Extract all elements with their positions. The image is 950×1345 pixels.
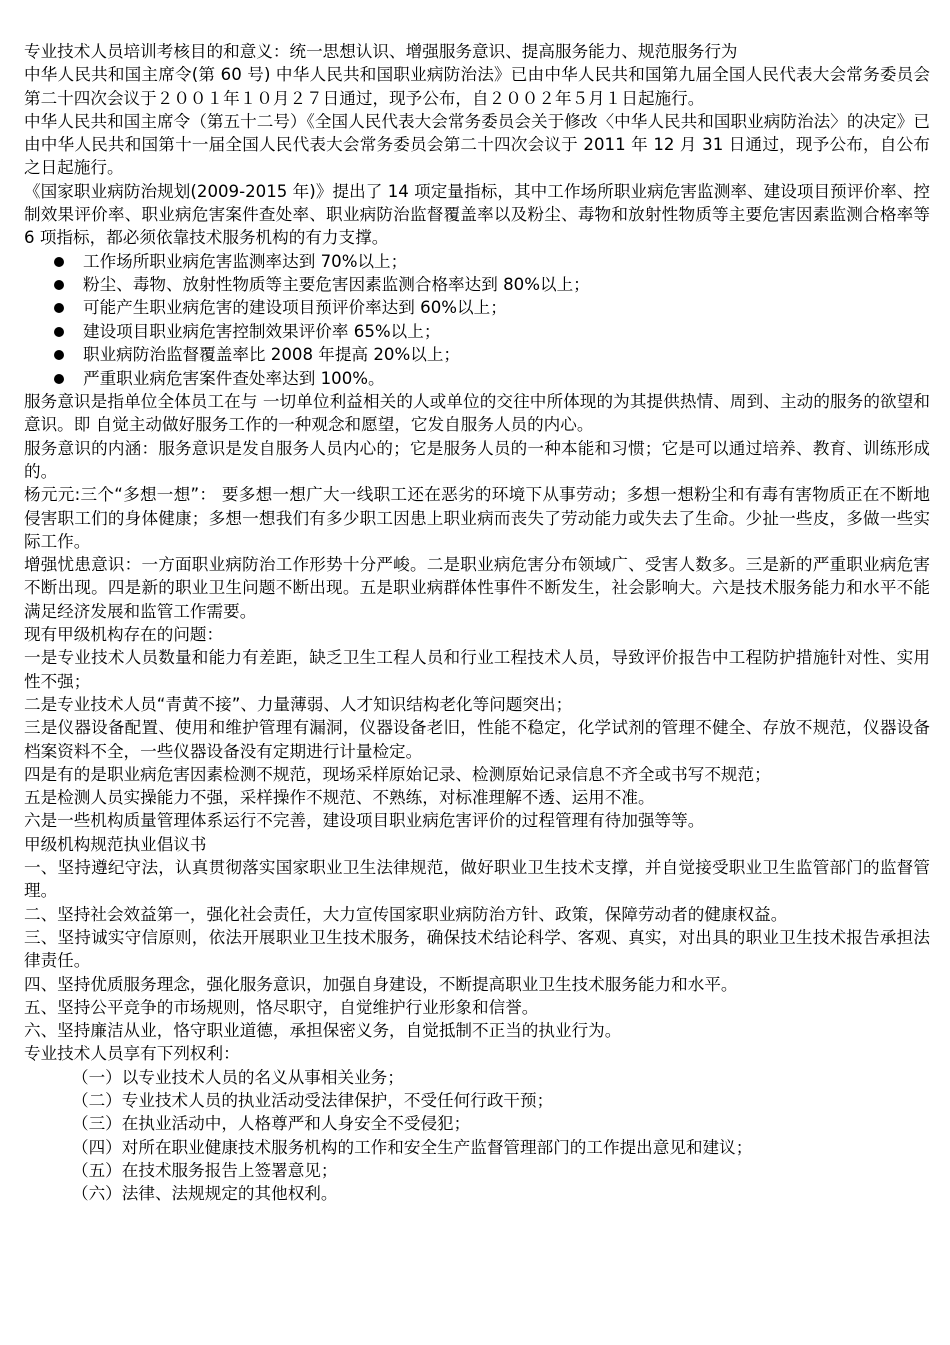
paragraph-national-plan: 《国家职业病防治规划(2009-2015 年)》提出了 14 项定量指标，其中工作场所职业病危害监测率、建设项目预评价率、控制效果评价率、职业病危害案件查处率、职业病防治监督覆盖率以及粉尘、毒物和放射性物质等主要危害因素监测合格率等 6 项指标，都必须依靠技术服务机构的有力支撑。 — [24, 181, 930, 248]
bullet-icon — [54, 350, 64, 360]
paragraph-presidential-order-60: 中华人民共和国主席令(第 60 号) 中华人民共和国职业病防治法》已由中华人民共和国第九届全国人民代表大会常务委员会第二十四次会议于２００１年１０月２７日通过，现予公布，自２００２年５月１日起施行。 — [24, 65, 930, 108]
list-item — [54, 320, 930, 343]
initiative-item: 四、坚持优质服务理念，强化服务意识，加强自身建设，不断提高职业卫生技术服务能力和水平。 — [24, 974, 738, 994]
paragraph-presidential-order-52: 中华人民共和国主席令（第五十二号）《全国人民代表大会常务委员会关于修改〈中华人民共和国职业病防治法〉的决定》已由中华人民共和国第十一届全国人民代表大会常务委员会第二十四次会议于 2011 年 12 月 31 日通过，现予公布，自公布之日起施行。 — [24, 111, 930, 178]
list-item — [54, 343, 930, 366]
bullet-text: 可能产生职业病危害的建设项目预评价率达到 60%以上； — [83, 298, 507, 318]
initiative-item: 五、坚持公平竞争的市场规则，恪尽职守，自觉维护行业形象和信誉。 — [24, 997, 539, 1017]
bullet-icon — [54, 257, 64, 267]
bullet-icon — [54, 280, 64, 290]
rights-item: （六）法律、法规规定的其他权利。 — [72, 1184, 338, 1204]
list-item — [54, 367, 930, 390]
rights-item: （一）以专业技术人员的名义从事相关业务； — [72, 1067, 404, 1087]
bullet-text: 严重职业病危害案件查处率达到 100%。 — [83, 368, 385, 388]
bullet-icon — [54, 327, 64, 337]
problem-item: 六是一些机构质量管理体系运行不完善，建设项目职业病危害评价的过程管理有待加强等等。 — [24, 811, 705, 831]
initiative-item: 六、坚持廉洁从业，恪守职业道德，承担保密义务，自觉抵制不正当的执业行为。 — [24, 1021, 622, 1041]
list-item — [54, 250, 930, 273]
bullet-text: 建设项目职业病危害控制效果评价率 65%以上； — [83, 321, 441, 341]
problem-item: 一是专业技术人员数量和能力有差距，缺乏卫生工程人员和行业工程技术人员，导致评价报告中工程防护措施针对性、实用性不强； — [24, 648, 930, 691]
paragraph-service-awareness: 服务意识是指单位全体员工在与 一切单位利益相关的人或单位的交往中所体现的为其提供热情、周到、主动的服务的欲望和意识。即 自觉主动做好服务工作的一种观念和愿望，它发自服务人员的内心。 — [24, 392, 930, 435]
list-item — [54, 296, 930, 319]
initiative-item: 一、坚持遵纪守法，认真贯彻落实国家职业卫生法律规范，做好职业卫生技术支撑，并自觉接受职业卫生监管部门的监督管理。 — [24, 858, 930, 901]
bullet-icon — [54, 303, 64, 313]
bullet-text: 工作场所职业病危害监测率达到 70%以上； — [83, 251, 408, 271]
paragraph-service-awareness-meaning: 服务意识的内涵：服务意识是发自服务人员内心的；它是服务人员的一种本能和习惯；它是可以通过培养、教育、训练形成的。 — [24, 438, 930, 481]
heading-rights: 专业技术人员享有下列权利： — [24, 1044, 240, 1064]
bullet-icon — [54, 374, 64, 384]
rights-item: （二）专业技术人员的执业活动受法律保护，不受任何行政干预； — [72, 1091, 554, 1111]
problem-item: 二是专业技术人员“青黄不接”、力量薄弱、人才知识结构老化等问题突出； — [24, 694, 573, 714]
bullet-text: 职业病防治监督覆盖率比 2008 年提高 20%以上； — [83, 345, 461, 365]
indicator-bullet-list — [24, 250, 930, 390]
bullet-text: 粉尘、毒物、放射性物质等主要危害因素监测合格率达到 80%以上； — [83, 275, 590, 295]
heading-initiative: 甲级机构规范执业倡议书 — [24, 834, 207, 854]
rights-item: （三）在执业活动中，人格尊严和人身安全不受侵犯； — [72, 1114, 471, 1134]
paragraph-crisis-awareness: 增强忧患意识：一方面职业病防治工作形势十分严峻。二是职业病危害分布领域广、受害人数多。三是新的严重职业病危害不断出现。四是新的职业卫生问题不断出现。五是职业病群体性事件不断发生，社会影响大。六是技术服务能力和水平不能满足经济发展和监管工作需要。 — [24, 555, 930, 621]
paragraph-three-think-more: 杨元元:三个“多想一想”： 要多想一想广大一线职工还在恶劣的环境下从事劳动；多想一想粉尘和有毒有害物质正在不断地侵害职工们的身体健康；多想一想我们有多少职工因患上职业病而丧失了劳动能力或失去了生命。少扯一些皮，多做一些实际工作。 — [24, 485, 930, 551]
rights-list — [24, 1066, 930, 1206]
problem-item: 五是检测人员实操能力不强，采样操作不规范、不熟练，对标准理解不透、运用不准。 — [24, 788, 655, 808]
initiative-item: 三、坚持诚实守信原则，依法开展职业卫生技术服务，确保技术结论科学、客观、真实，对出具的职业卫生技术报告承担法律责任。 — [24, 927, 930, 971]
rights-item: （五）在技术服务报告上签署意见； — [72, 1160, 338, 1180]
list-item — [54, 273, 930, 296]
problem-item: 四是有的是职业病危害因素检测不规范，现场采样原始记录、检测原始记录信息不齐全或书写不规范； — [24, 764, 771, 784]
initiative-item: 二、坚持社会效益第一，强化社会责任，大力宣传国家职业病防治方针、政策，保障劳动者的健康权益。 — [24, 904, 788, 924]
heading-existing-problems: 现有甲级机构存在的问题： — [24, 625, 224, 645]
paragraph-training-purpose: 专业技术人员培训考核目的和意义：统一思想认识、增强服务意识、提高服务能力、规范服务行为 — [24, 42, 738, 61]
problem-item: 三是仪器设备配置、使用和维护管理有漏洞，仪器设备老旧，性能不稳定，化学试剂的管理不健全、存放不规范，仪器设备档案资料不全，一些仪器设备没有定期进行计量检定。 — [24, 718, 930, 761]
rights-item: （四）对所在职业健康技术服务机构的工作和安全生产监督管理部门的工作提出意见和建议； — [72, 1137, 753, 1157]
